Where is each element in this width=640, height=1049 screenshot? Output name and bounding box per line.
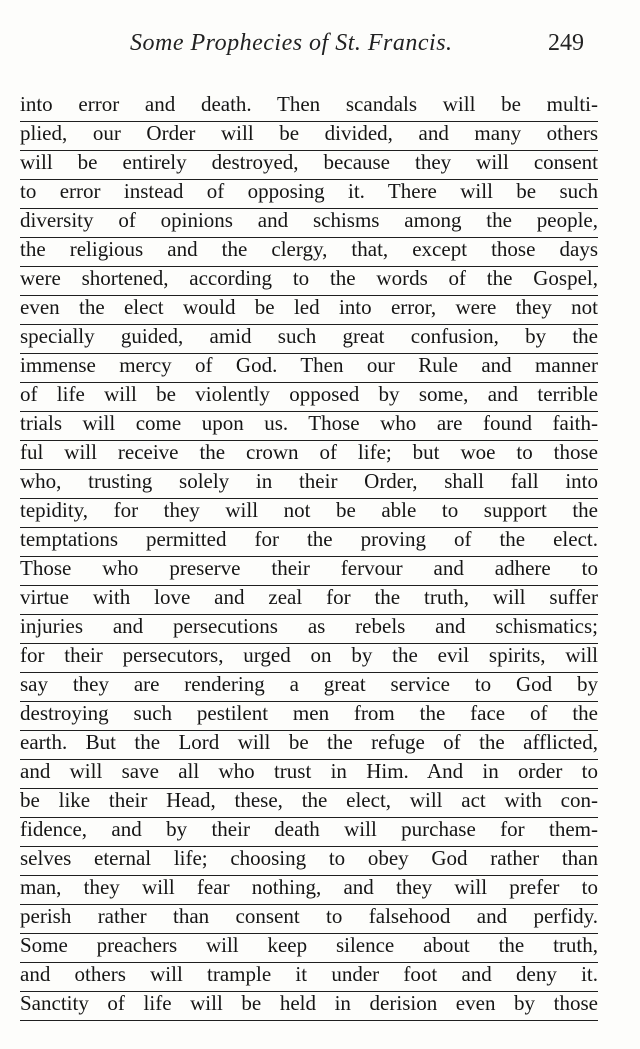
text-line: will be entirely destroyed, because they will consent <box>20 148 598 180</box>
text-line: the religious and the clergy, that, except those days <box>20 235 598 267</box>
text-line: and will save all who trust in Him. And in order to <box>20 757 598 789</box>
text-line: to error instead of opposing it. There will be such <box>20 177 598 209</box>
text-line: virtue with love and zeal for the truth, will suffer <box>20 583 598 615</box>
text-line: selves eternal life; choosing to obey God rather than <box>20 844 598 876</box>
page-header <box>0 30 640 70</box>
text-line: perish rather than consent to falsehood and perfidy. <box>20 902 598 934</box>
text-line: Sanctity of life will be held in derision even by those <box>20 989 598 1021</box>
text-line: destroying such pestilent men from the face of the <box>20 699 598 731</box>
text-line: injuries and persecutions as rebels and schismatics; <box>20 612 598 644</box>
text-line: ful will receive the crown of life; but woe to those <box>20 438 598 470</box>
text-line: plied, our Order will be divided, and many others <box>20 119 598 151</box>
text-line: trials will come upon us. Those who are found faith- <box>20 409 598 441</box>
page-number: 249 <box>548 30 584 56</box>
text-line: even the elect would be led into error, were they not <box>20 293 598 325</box>
text-line: earth. But the Lord will be the refuge of the afflicted, <box>20 728 598 760</box>
running-title: Some Prophecies of St. Francis. <box>130 30 453 56</box>
text-line: say they are rendering a great service to God by <box>20 670 598 702</box>
text-line: immense mercy of God. Then our Rule and manner <box>20 351 598 383</box>
text-line: specially guided, amid such great confusion, by the <box>20 322 598 354</box>
text-line: for their persecutors, urged on by the evil spirits, will <box>20 641 598 673</box>
text-line: who, trusting solely in their Order, shall fall into <box>20 467 598 499</box>
text-line: fidence, and by their death will purchase for them- <box>20 815 598 847</box>
text-line: tepidity, for they will not be able to support the <box>20 496 598 528</box>
text-line: temptations permitted for the proving of the elect. <box>20 525 598 557</box>
text-line: be like their Head, these, the elect, will act with con- <box>20 786 598 818</box>
text-line: man, they will fear nothing, and they will prefer to <box>20 873 598 905</box>
text-line: Those who preserve their fervour and adhere to <box>20 554 598 586</box>
text-line: and others will trample it under foot and deny it. <box>20 960 598 992</box>
text-line: were shortened, according to the words of the Gospel, <box>20 264 598 296</box>
text-line: diversity of opinions and schisms among the people, <box>20 206 598 238</box>
text-line: of life will be violently opposed by some, and terrible <box>20 380 598 412</box>
text-line: into error and death. Then scandals will be multi- <box>20 90 598 122</box>
text-line: Some preachers will keep silence about the truth, <box>20 931 598 963</box>
